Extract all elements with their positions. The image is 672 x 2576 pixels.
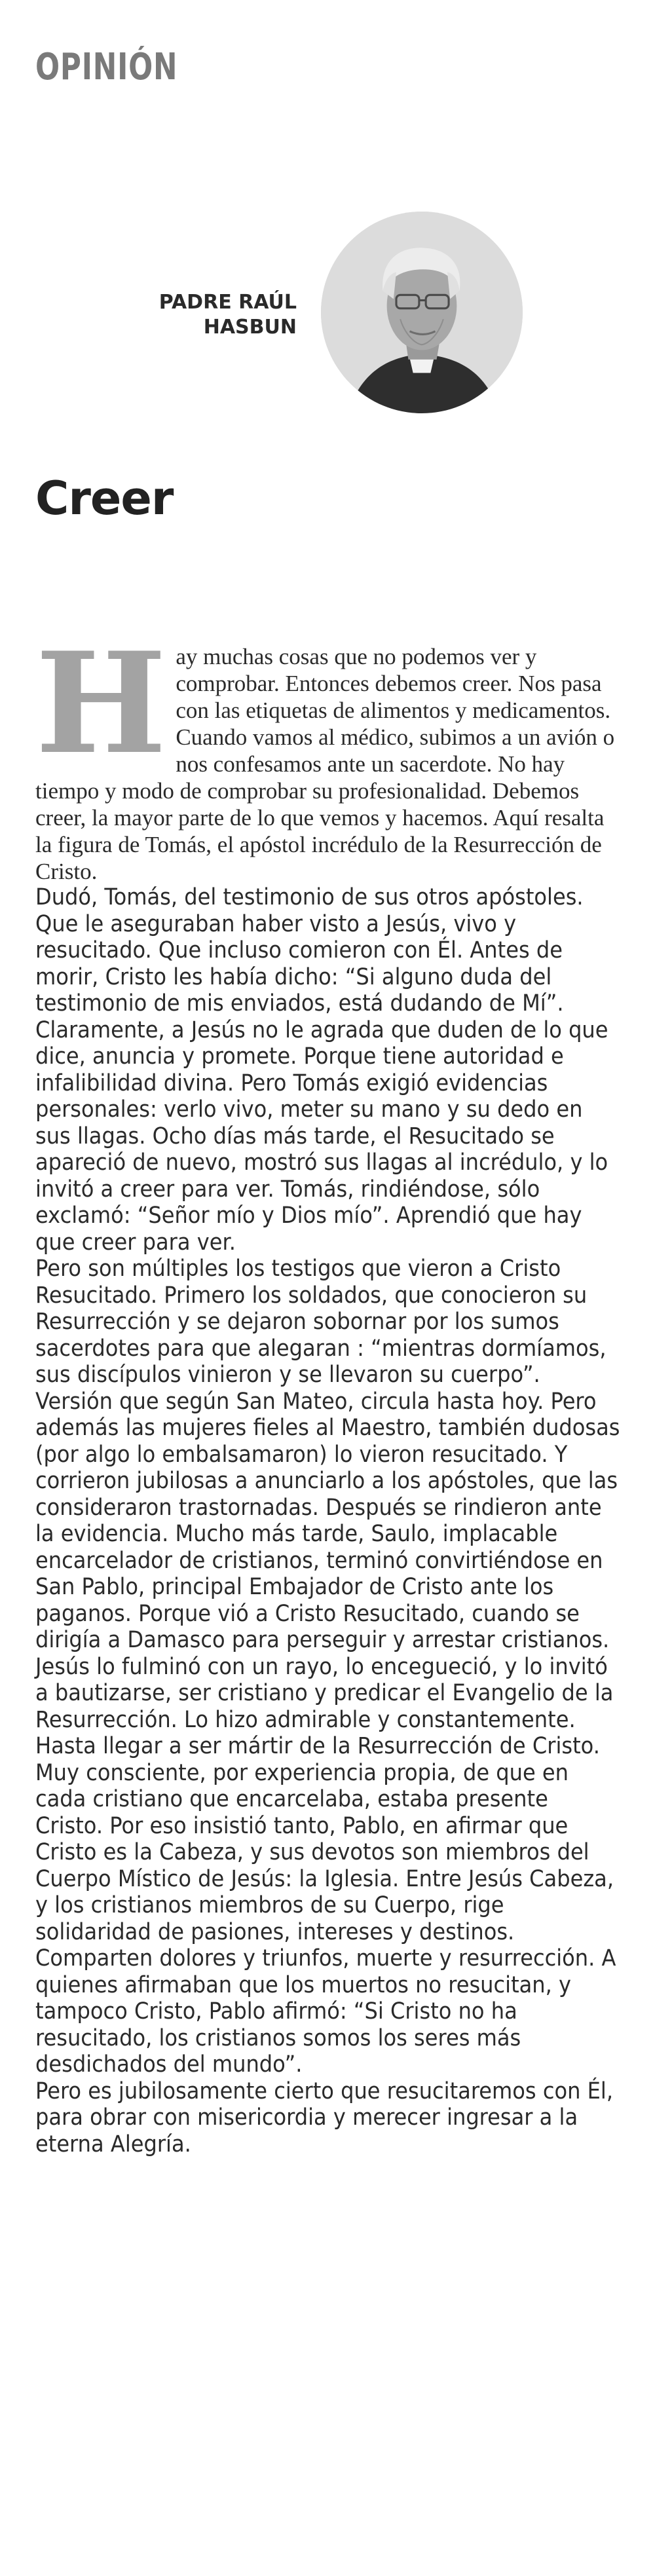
author-name-line1: PADRE RAÚL	[159, 291, 297, 314]
section-label: OPINIÓN	[35, 46, 178, 88]
body-paragraph-2: Pero son múltiples los testigos que vieron a Cristo Resucitado. Primero los soldados, que conocieron su Resurrección y se dejaron sobornar por los sumos sacerdotes para que alegaran : “mientras dormíamos, sus discípulos vinieron y se llevaron su cuerpo”. Versión que según San Mateo, circula hasta hoy. Pero además las mujeres fieles al Maestro, también dudosas (por algo lo embalsamaron) lo vieron resucitado. Y corrieron jubilosas a anunciarlo a los apóstoles, que las consideraron trastornadas. Después se rindieron ante la evidencia. Mucho más tarde, Saulo, implacable encarcelador de cristianos, terminó convirtiéndose en San Pablo, principal Embajador de Cristo ante los paganos. Porque vió a Cristo Resucitado, cuando se dirigía a Damasco para perseguir y arrestar cristianos. Jesús lo fulminó con un rayo, lo encegueció, y lo invitó a bautizarse, ser cristiano y predicar el Evangelio de la Resurrección. Lo hizo admirable y constantemente. Hasta llegar a ser mártir de la Resurrección de Cristo. Muy consciente, por experiencia propia, de que en cada cristiano que encarcelaba, estaba presente Cristo. Por eso insistió tanto, Pablo, en afirmar que Cristo es la Cabeza, y sus devotos son miembros del Cuerpo Místico de Jesús: la Iglesia. Entre Jesús Cabeza, y los cristianos miembros de su Cuerpo, rige solidaridad de pasiones, intereses y destinos. Comparten dolores y triunfos, muerte y resurrección. A quienes afirmaban que los muertos no resucitan, y tampoco Cristo, Pablo afirmó: “Si Cristo no ha resucitado, los cristianos somos los seres más desdichados del mundo”.	[35, 1256, 620, 2078]
article-intro	[35, 622, 620, 885]
article-title: Creer	[35, 472, 174, 525]
body-paragraph-1: Dudó, Tomás, del testimonio de sus otros apóstoles. Que le aseguraban haber visto a Jesús, vivo y resucitado. Que incluso comieron con Él. Antes de morir, Cristo les había dicho: “Si alguno duda del testimonio de mis enviados, está dudando de Mí”. Claramente, a Jesús no le agrada que duden de lo que dice, anuncia y promete. Porque tiene autoridad e infalibilidad divina. Pero Tomás exigió evidencias personales: verlo vivo, meter su mano y su dedo en sus llagas. Ocho días más tarde, el Resucitado se apareció de nuevo, mostró sus llagas al incrédulo, y lo invitó a creer para ver. Tomás, rindiéndose, sólo exclamó: “Señor mío y Dios mío”. Aprendió que hay que creer para ver.	[35, 884, 608, 1256]
intro-text: ay muchas cosas que no podemos ver y comprobar. Entonces debemos creer. Nos pasa con las etiquetas de alimentos y medicamentos. Cuando vamos al médico, subimos a un avión o nos confesamos ante un sacerdote. No hay tiempo y modo de comprobar su profesionalidad. Debemos creer, la mayor parte de lo que vemos y hacemos. Aquí resalta la figura de Tomás, el apóstol incrédulo de la Resurrección de Cristo.	[35, 644, 615, 884]
author-portrait	[321, 212, 523, 413]
author-byline	[159, 290, 297, 340]
body-paragraph-3: Pero es jubilosamente cierto que resucitaremos con Él, para obrar con misericordia y merecer ingresar a la eterna Alegría.	[35, 2078, 614, 2157]
author-portrait-image	[321, 212, 523, 413]
author-name-line2: HASBUN	[203, 316, 297, 339]
article-body	[35, 884, 620, 2157]
drop-cap: H	[35, 622, 167, 785]
